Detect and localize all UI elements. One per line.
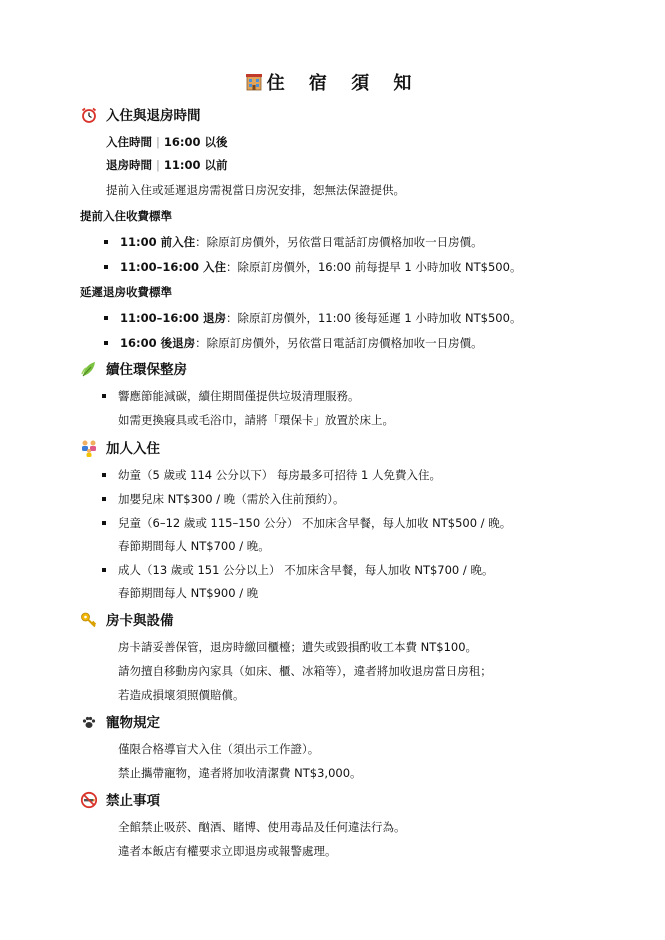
- adult-holiday-line: 春節期間每人 NT$900 / 晚: [118, 586, 259, 600]
- paw-icon: [80, 713, 98, 731]
- hotel-icon: [245, 73, 263, 91]
- checkin-time-line: 入住時間 | 16:00 以後: [106, 135, 228, 149]
- pet-line-1: 僅限合格導盲犬入住（須出示工作證）。: [118, 742, 320, 756]
- keycard-line-3: 若造成損壞須照價賠償。: [118, 688, 245, 702]
- child-holiday-line: 春節期間每人 NT$700 / 晚。: [118, 539, 270, 553]
- keycard-line-2: 請勿擅自移動房內家具（如床、櫃、冰箱等），違者將加收退房當日房租；: [118, 664, 492, 678]
- keycard-line-1: 房卡請妥善保管，退房時繳回櫃檯；遺失或毀損酌收工本費 NT$100。: [118, 640, 478, 654]
- no-smoking-icon: [80, 791, 98, 809]
- checkout-time-line: 退房時間 | 11:00 以前: [106, 158, 228, 172]
- late-checkout-heading: 延遲退房收費標準: [80, 285, 172, 299]
- section-heading-prohibited: 禁止事項: [80, 791, 160, 809]
- list-item: 16:00 後退房：除原訂房價外，另依當日電話訂房價格加收一日房價。: [120, 336, 483, 350]
- leaf-icon: [80, 360, 98, 378]
- early-checkin-heading: 提前入住收費標準: [80, 209, 172, 223]
- alarm-clock-icon: [80, 106, 98, 124]
- title-text: 住 宿 須 知: [266, 73, 421, 94]
- list-item: 11:00–16:00 退房：除原訂房價外，11:00 後每延遲 1 小時加收 NT$500。: [120, 311, 522, 325]
- list-item: 幼童（5 歲或 114 公分以下） 每房最多可招待 1 人免費入住。: [118, 468, 442, 482]
- checkin-note: 提前入住或延遲退房需視當日房況安排，恕無法保證提供。: [106, 183, 405, 197]
- list-item: 11:00 前入住：除原訂房價外，另依當日電話訂房價格加收一日房價。: [120, 235, 483, 249]
- eco-line-2: 如需更換寢具或毛浴巾，請將「環保卡」放置於床上。: [118, 413, 394, 427]
- section-heading-pet: 寵物規定: [80, 713, 160, 731]
- pet-line-2: 禁止攜帶寵物，違者將加收清潔費 NT$3,000。: [118, 766, 362, 780]
- list-item: 11:00–16:00 入住：除原訂房價外，16:00 前每提早 1 小時加收 NT$500。: [120, 260, 522, 274]
- section-heading-keycard: 房卡與設備: [80, 611, 174, 629]
- prohibited-line-2: 違者本飯店有權要求立即退房或報警處理。: [118, 844, 337, 858]
- prohibited-line-1: 全館禁止吸菸、酗酒、賭博、使用毒品及任何違法行為。: [118, 820, 406, 834]
- section-heading-extra: 加人入住: [80, 439, 160, 457]
- list-item: 響應節能減碳，續住期間僅提供垃圾清理服務。: [118, 389, 360, 403]
- family-icon: [80, 439, 98, 457]
- page-title: [0, 69, 665, 95]
- list-item: 成人（13 歲或 151 公分以上） 不加床含早餐，每人加收 NT$700 / 晚。: [118, 563, 494, 577]
- key-icon: [80, 611, 98, 629]
- section-heading-eco: 續住環保整房: [80, 360, 187, 378]
- list-item: 加嬰兒床 NT$300 / 晚（需於入住前預約）。: [118, 492, 345, 506]
- section-heading-checkin: 入住與退房時間: [80, 106, 201, 124]
- list-item: 兒童（6–12 歲或 115–150 公分） 不加床含早餐，每人加收 NT$500 / 晚。: [118, 516, 512, 530]
